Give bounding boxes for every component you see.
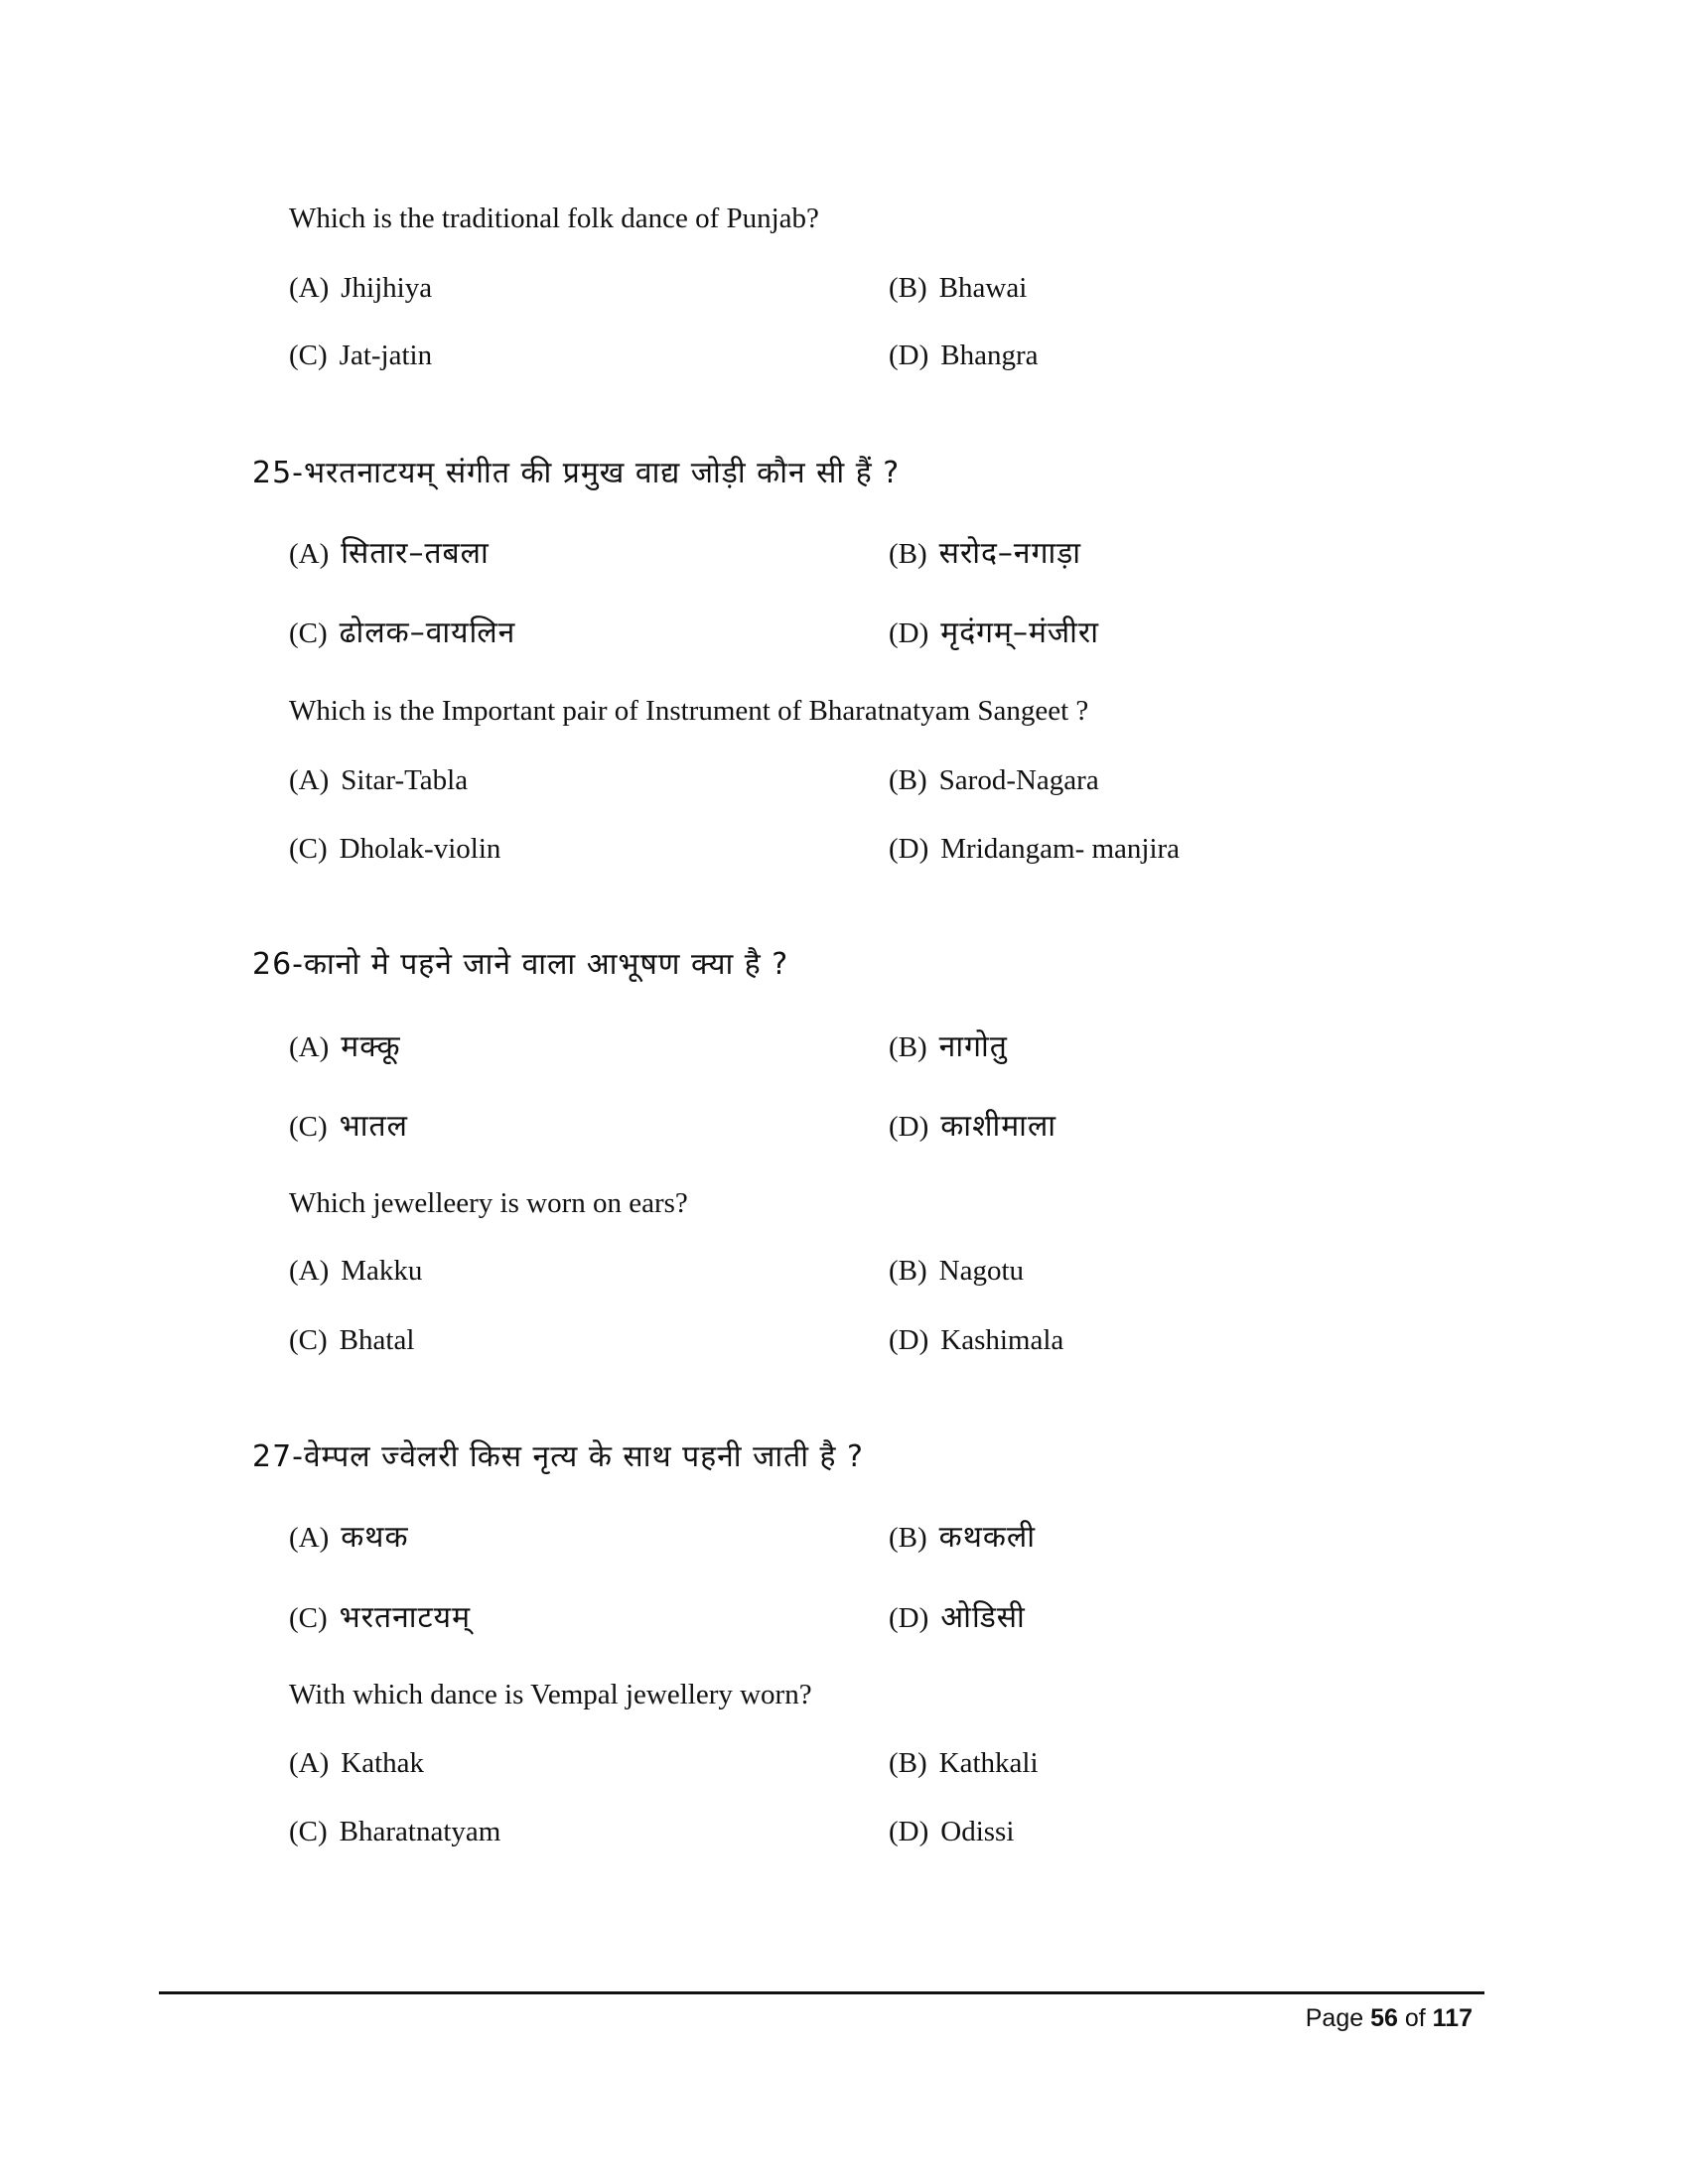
option-label: (A) [289, 764, 330, 796]
option-d [889, 829, 1180, 869]
option-text: भरतनाटयम् [339, 1600, 472, 1635]
option-label: (C) [289, 1816, 328, 1847]
option-label: (A) [289, 1522, 330, 1554]
option-text: सितार–तबला [341, 536, 490, 571]
option-text: Kathak [341, 1747, 425, 1779]
option-d [889, 336, 1039, 375]
option-text: भातल [339, 1109, 408, 1144]
option-label: (D) [889, 1816, 929, 1847]
question-english: Which is the Important pair of Instrument of Bharatnatyam Sangeet ? [289, 695, 1089, 727]
option-d [889, 1812, 1014, 1851]
page-prefix: Page [1305, 2004, 1364, 2032]
option-c [289, 1320, 414, 1360]
option-text: Dholak-violin [339, 833, 501, 865]
option-text: Nagotu [938, 1255, 1025, 1287]
option-text: Bhatal [339, 1324, 415, 1356]
option-text: सरोद–नगाड़ा [938, 536, 1082, 571]
option-text: Bharatnatyam [339, 1816, 501, 1847]
option-a [289, 760, 468, 800]
option-label: (C) [289, 340, 328, 371]
option-a [289, 1027, 401, 1067]
option-d [889, 1598, 1026, 1638]
option-label: (D) [889, 340, 929, 371]
option-a [289, 1518, 409, 1558]
option-label: (B) [889, 1522, 927, 1554]
option-text: ओडिसी [940, 1600, 1026, 1635]
option-text: कथक [341, 1520, 409, 1555]
option-b [889, 760, 1099, 800]
option-label: (C) [289, 833, 328, 865]
option-text: Jhijhiya [341, 272, 433, 304]
option-a [289, 534, 490, 574]
option-label: (B) [889, 764, 927, 796]
option-a [289, 1251, 422, 1291]
question-english: Which jewelleery is worn on ears? [289, 1187, 688, 1219]
option-label: (A) [289, 1255, 330, 1287]
option-c [289, 1812, 500, 1851]
question-hindi: 26-कानो मे पहने जाने वाला आभूषण क्या है ? [252, 947, 789, 982]
option-label: (A) [289, 272, 330, 304]
option-label: (D) [889, 1111, 929, 1143]
option-text: Sarod-Nagara [938, 764, 1099, 796]
option-text: मक्कू [341, 1029, 401, 1064]
option-text: Jat-jatin [339, 340, 433, 371]
current-page: 56 [1370, 2004, 1398, 2032]
option-d [889, 614, 1099, 653]
option-label: (C) [289, 1111, 328, 1143]
option-text: Bhawai [938, 272, 1028, 304]
page-number [1306, 2001, 1473, 2035]
option-d [889, 1107, 1056, 1147]
option-label: (A) [289, 538, 330, 570]
option-label: (D) [889, 1602, 929, 1634]
option-text: Makku [341, 1255, 423, 1287]
option-label: (A) [289, 1031, 330, 1063]
option-text: काशीमाला [940, 1109, 1057, 1144]
option-c [289, 829, 500, 869]
option-c [289, 614, 515, 653]
option-text: Kathkali [938, 1747, 1039, 1779]
option-text: Bhangra [940, 340, 1039, 371]
option-label: (B) [889, 1255, 927, 1287]
total-pages: 117 [1432, 2004, 1473, 2032]
option-text: नागोतु [938, 1029, 1008, 1064]
option-text: कथकली [938, 1520, 1037, 1555]
page-of: of [1404, 2004, 1426, 2032]
option-text: Mridangam- manjira [940, 833, 1181, 865]
option-label: (D) [889, 833, 929, 865]
option-b [889, 534, 1081, 574]
option-label: (C) [289, 1602, 328, 1634]
option-text: ढोलक–वायलिन [339, 615, 516, 650]
option-text: Kashimala [940, 1324, 1064, 1356]
option-d [889, 1320, 1063, 1360]
option-label: (B) [889, 1747, 927, 1779]
question-english: Which is the traditional folk dance of Punjab? [289, 203, 819, 234]
option-text: Odissi [940, 1816, 1015, 1847]
option-b [889, 1743, 1039, 1783]
question-hindi: 27-वेम्पल ज्वेलरी किस नृत्य के साथ पहनी जाती है ? [252, 1439, 864, 1474]
option-c [289, 1598, 471, 1638]
option-c [289, 336, 432, 375]
option-a [289, 268, 432, 308]
option-b [889, 1251, 1024, 1291]
option-text: Sitar-Tabla [341, 764, 469, 796]
footer-rule [159, 1991, 1484, 1994]
option-label: (B) [889, 1031, 927, 1063]
question-hindi: 25-भरतनाटयम् संगीत की प्रमुख वाद्य जोड़ी कौन सी हैं ? [252, 456, 901, 490]
option-label: (B) [889, 538, 927, 570]
option-c [289, 1107, 408, 1147]
option-a [289, 1743, 424, 1783]
option-label: (D) [889, 1324, 929, 1356]
option-b [889, 1518, 1036, 1558]
option-text: मृदंगम्–मंजीरा [940, 615, 1099, 650]
option-label: (C) [289, 617, 328, 649]
option-label: (A) [289, 1747, 330, 1779]
option-label: (D) [889, 617, 929, 649]
option-label: (C) [289, 1324, 328, 1356]
option-b [889, 268, 1027, 308]
option-label: (B) [889, 272, 927, 304]
option-b [889, 1027, 1008, 1067]
question-english: With which dance is Vempal jewellery worn? [289, 1679, 812, 1710]
